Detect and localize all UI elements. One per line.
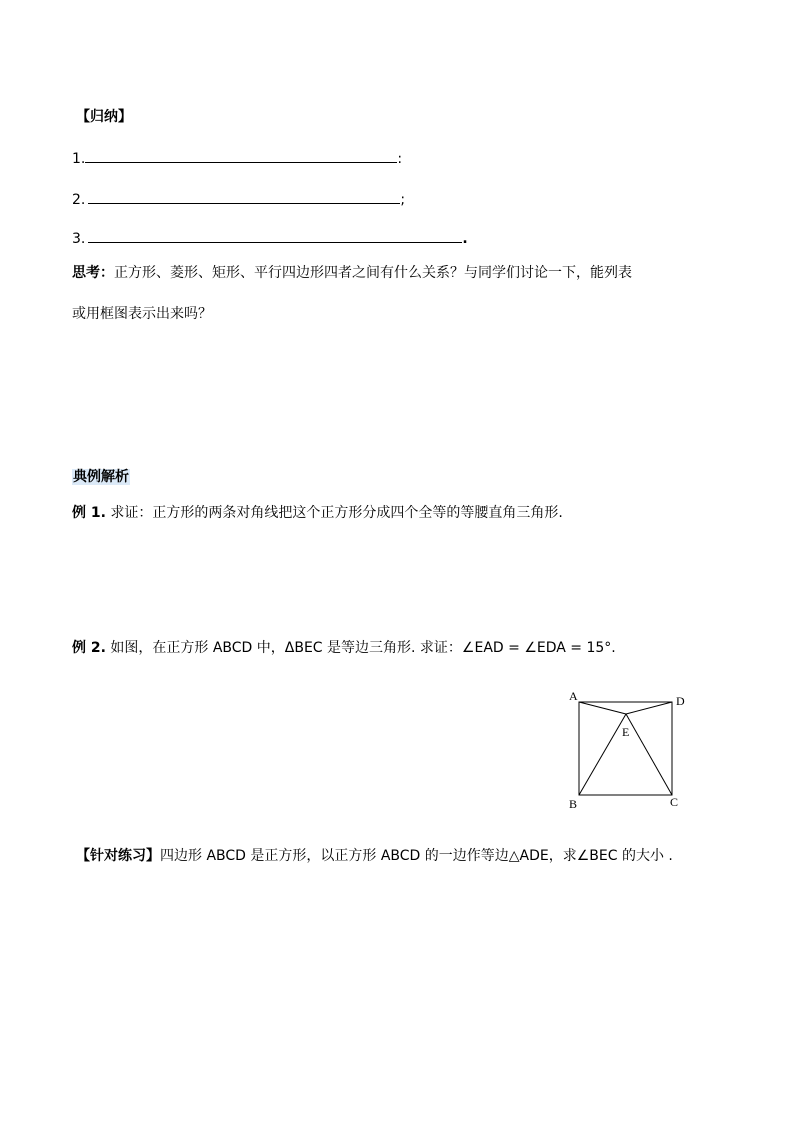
summary-item-2 bbox=[72, 189, 405, 208]
segment-de bbox=[626, 702, 672, 714]
example-2 bbox=[72, 637, 616, 657]
summary-item-3-number: 3. bbox=[72, 231, 86, 247]
label-e: E bbox=[622, 725, 630, 739]
summary-heading: 【归纳】 bbox=[76, 109, 132, 125]
segment-ce bbox=[626, 714, 672, 795]
summary-item-1 bbox=[72, 148, 402, 167]
section-title-text: 典例解析 bbox=[73, 469, 129, 485]
summary-item-3-end: . bbox=[462, 231, 468, 247]
think-text-line1: 正方形、菱形、矩形、平行四边形四者之间有什么关系？与同学们讨论一下，能列表 bbox=[114, 265, 632, 281]
summary-blank-2[interactable] bbox=[88, 189, 400, 204]
label-c: C bbox=[670, 795, 679, 809]
summary-item-2-end: ; bbox=[400, 192, 406, 208]
section-title bbox=[72, 466, 130, 486]
practice-label: 【针对练习】 bbox=[76, 848, 160, 864]
example-1-text: 求证：正方形的两条对角线把这个正方形分成四个全等的等腰直角三角形. bbox=[110, 505, 563, 521]
segment-be bbox=[579, 714, 626, 795]
label-a: A bbox=[569, 689, 578, 703]
summary-item-2-number: 2. bbox=[72, 192, 86, 208]
think-text-line2: 或用框图表示出来吗？ bbox=[72, 306, 212, 322]
summary-item-3 bbox=[72, 228, 468, 247]
summary-item-1-end: : bbox=[397, 151, 403, 167]
example-1 bbox=[72, 502, 563, 522]
think-paragraph-line1 bbox=[72, 262, 632, 282]
label-b: B bbox=[569, 797, 578, 811]
example-2-label: 例 2. bbox=[72, 640, 106, 656]
think-label: 思考： bbox=[72, 265, 114, 281]
summary-item-1-number: 1. bbox=[72, 151, 86, 167]
label-d: D bbox=[676, 694, 685, 708]
square-figure bbox=[560, 684, 700, 814]
example-1-label: 例 1. bbox=[72, 505, 106, 521]
summary-blank-1[interactable] bbox=[85, 148, 397, 163]
example-2-text: 如图，在正方形 ABCD 中，ΔBEC 是等边三角形. 求证：∠EAD = ∠EDA = 15°. bbox=[110, 640, 616, 656]
practice-text: 四边形 ABCD 是正方形，以正方形 ABCD 的一边作等边△ADE，求∠BEC 的大小 . bbox=[160, 848, 673, 864]
summary-blank-3[interactable] bbox=[88, 228, 462, 243]
square-abcd bbox=[579, 702, 672, 795]
practice bbox=[76, 845, 673, 865]
segment-ae bbox=[579, 702, 626, 714]
